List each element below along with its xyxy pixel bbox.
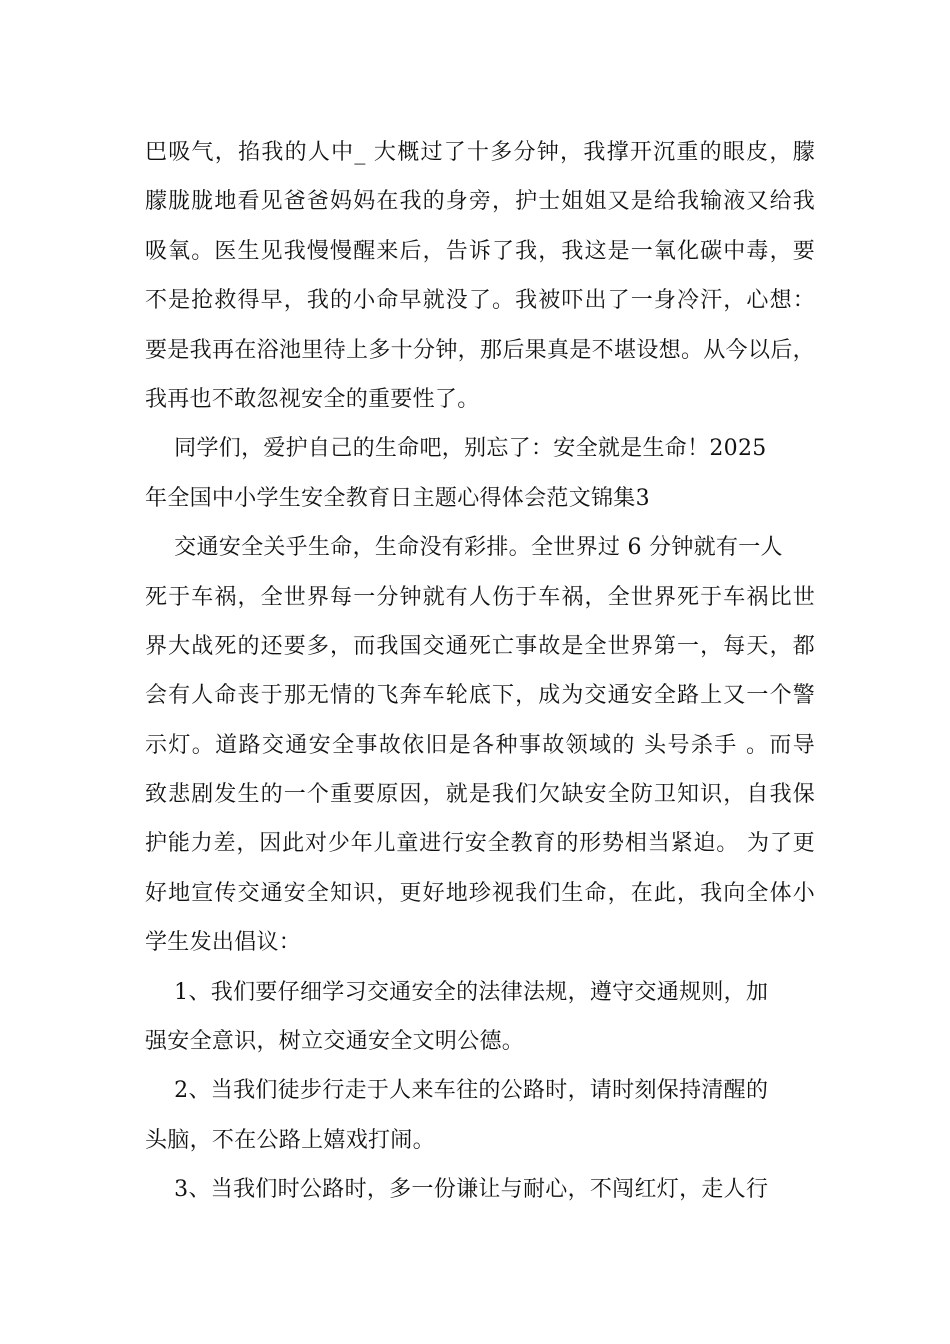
text-line: 吸氧。医生见我慢慢醒来后，告诉了我，我这是一氧化碳中毒，要: [145, 238, 815, 264]
text-line: 不是抢救得早，我的小命早就没了。我被吓出了一身冷汗，心想：: [145, 288, 815, 314]
text-line: 学生发出倡议：: [145, 930, 302, 956]
text-line: 死于车祸，全世界每一分钟就有人伤于车祸，全世界死于车祸比世: [145, 584, 815, 610]
text-line: 我再也不敢忽视安全的重要性了。: [145, 386, 480, 412]
text-line: 同学们，爱护自己的生命吧，别忘了：安全就是生命！2025: [145, 436, 767, 462]
text-line: 致悲剧发生的一个重要原因，就是我们欠缺安全防卫知识，自我保: [145, 782, 815, 808]
document-body: [145, 128, 815, 1215]
text-line: 2、当我们徒步行走于人来车往的公路时，请时刻保持清醒的: [145, 1078, 769, 1104]
text-line: 巴吸气，掐我的人中_ 大概过了十多分钟，我撑开沉重的眼皮，朦: [145, 140, 815, 165]
text-line: 年全国中小学生安全教育日主题心得体会范文锦集3: [145, 485, 650, 511]
text-line: 朦胧胧地看见爸爸妈妈在我的身旁，护士姐姐又是给我输液又给我: [145, 189, 815, 215]
text-line: 示灯。道路交通安全事故依旧是各种事故领域的 头号杀手 。而导: [145, 732, 815, 758]
text-line: 要是我再在浴池里待上多十分钟，那后果真是不堪设想。从今以后，: [145, 337, 815, 363]
text-line: 护能力差，因此对少年儿童进行安全教育的形势相当紧迫。 为了更: [145, 831, 815, 857]
text-line: 界大战死的还要多，而我国交通死亡事故是全世界第一，每天，都: [145, 633, 815, 659]
text-line: 1、我们要仔细学习交通安全的法律法规，遵守交通规则，加: [145, 979, 769, 1005]
text-line: 好地宣传交通安全知识，更好地珍视我们生命，在此，我向全体小: [145, 880, 815, 906]
text-line: 头脑，不在公路上嬉戏打闹。: [145, 1127, 435, 1153]
text-line: 交通安全关乎生命，生命没有彩排。全世界过 6 分钟就有一人: [145, 535, 783, 561]
text-line: 强安全意识，树立交通安全文明公德。: [145, 1029, 525, 1055]
text-line: 会有人命丧于那无情的飞奔车轮底下，成为交通安全路上又一个警: [145, 683, 815, 709]
text-line: 3、当我们时公路时，多一份谦让与耐心，不闯红灯，走人行: [145, 1177, 769, 1203]
